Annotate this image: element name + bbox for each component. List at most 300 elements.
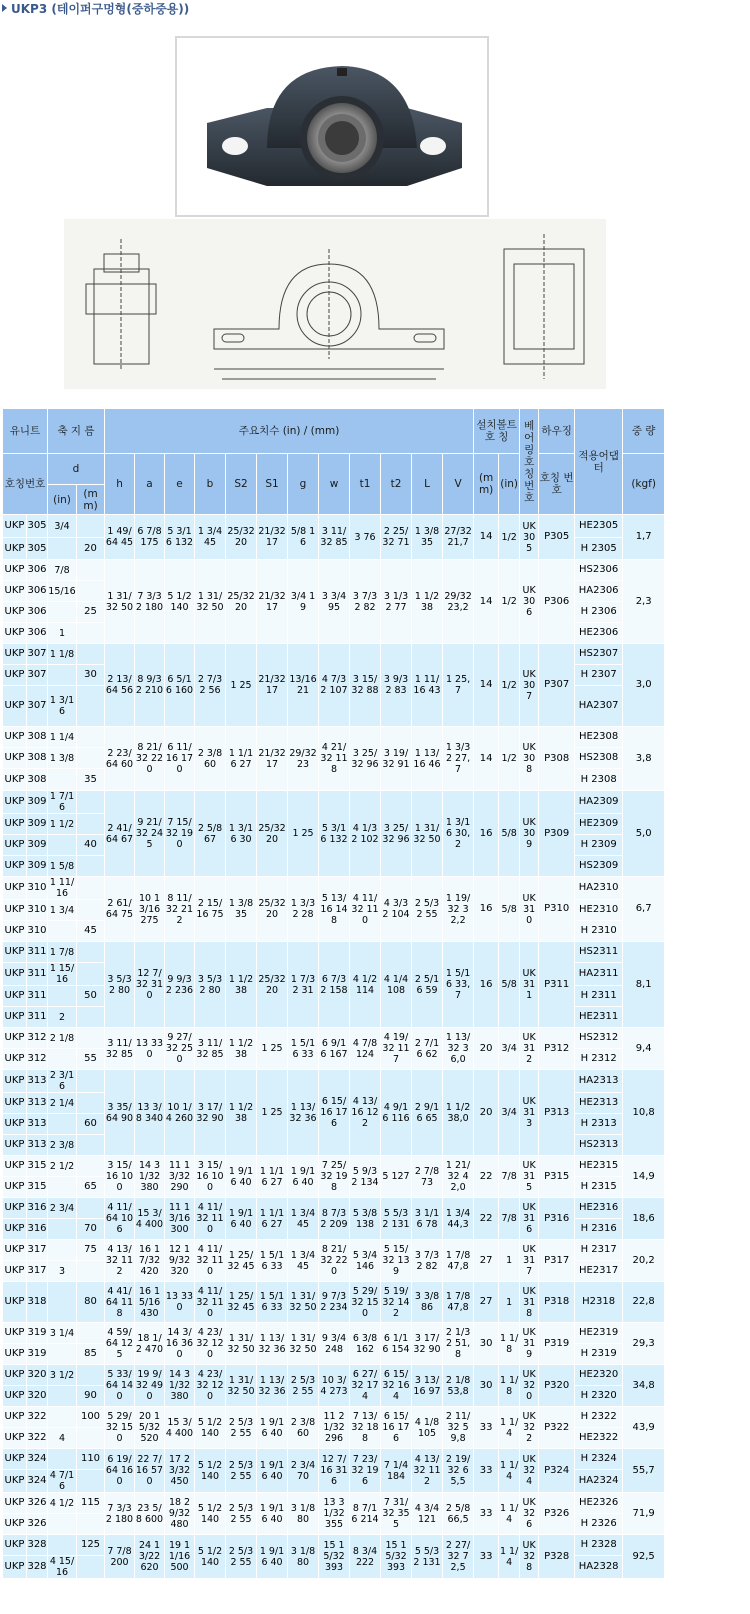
dim-e-cell: 18 29/32 480: [165, 1493, 195, 1535]
shaft-in-cell: [48, 835, 77, 856]
dim-s1-cell: 21/32 17: [257, 515, 288, 560]
dim-s2-cell: 1 9/16 40: [226, 1156, 257, 1198]
shaft-mm-cell: [77, 686, 105, 727]
dim-s2-cell: 1 31/32 50: [226, 1365, 257, 1407]
unit-code-cell: 307: [27, 686, 48, 727]
technical-drawing-illustration: [64, 219, 606, 389]
adapter-cell: HE2316: [575, 1198, 623, 1219]
spec-group: [3, 942, 665, 1028]
spec-group: [3, 560, 665, 644]
shaft-in-cell: 4 7/16: [48, 1470, 77, 1493]
col-header-bearing: 베어링 호칭 번호: [520, 409, 539, 515]
dim-w-cell: 8 21/32 220: [319, 1240, 350, 1282]
dim-l-cell: 3 1/16 78: [412, 1198, 443, 1240]
dim-s1-cell: 1 13/32 36: [257, 1323, 288, 1365]
dim-t2-cell: 3 25/32 96: [381, 791, 412, 877]
adapter-cell: HE2317: [575, 1261, 623, 1282]
dim-s2-cell: 1 25/32 45: [226, 1282, 257, 1323]
shaft-mm-cell: 30: [77, 665, 105, 686]
table-row: [3, 1323, 665, 1344]
unit-prefix-cell: UKP: [3, 1156, 27, 1177]
dim-t2-cell: 5 5/32 131: [381, 1198, 412, 1240]
dim-a-cell: 18 1/2 470: [135, 1323, 165, 1365]
col-header-shaft: 축 지 름: [48, 409, 105, 454]
table-row: [3, 1240, 665, 1261]
adapter-cell: HE2311: [575, 1007, 623, 1028]
unit-code-cell: 309: [27, 814, 48, 835]
bolt-in-cell: 1: [499, 1240, 520, 1282]
col-header-housing: 하우징: [539, 409, 575, 454]
adapter-cell: HA2324: [575, 1470, 623, 1493]
adapter-cell: HE2306: [575, 623, 623, 644]
dim-h-cell: 5 29/32 150: [105, 1407, 135, 1449]
dim-s1-cell: 21/32 17: [257, 560, 288, 644]
col-header-adapter: 적용어댑터: [575, 409, 623, 515]
shaft-mm-cell: [77, 856, 105, 877]
spec-group: [3, 1407, 665, 1449]
unit-prefix-cell: UKP: [3, 1070, 27, 1093]
unit-prefix-cell: UKP: [3, 1493, 27, 1514]
bolt-mm-cell: 27: [474, 1240, 499, 1282]
housing-no-cell: P313: [539, 1070, 575, 1156]
dim-s1-cell: 1 5/16 33: [257, 1282, 288, 1323]
unit-code-cell: 307: [27, 644, 48, 665]
weight-cell: 29,3: [623, 1323, 665, 1365]
dim-a-cell: 14 31/32 380: [135, 1156, 165, 1198]
shaft-mm-cell: [77, 1470, 105, 1493]
unit-code-cell: 316: [27, 1219, 48, 1240]
spec-group: [3, 1156, 665, 1198]
adapter-cell: HE2315: [575, 1156, 623, 1177]
shaft-mm-cell: [77, 1007, 105, 1028]
bolt-mm-cell: 14: [474, 515, 499, 560]
adapter-cell: HS2307: [575, 644, 623, 665]
shaft-in-cell: [48, 1344, 77, 1365]
bearing-no-cell: UK 317: [520, 1240, 539, 1282]
shaft-in-cell: [48, 665, 77, 686]
unit-prefix-cell: UKP: [3, 515, 27, 538]
dim-t2-cell: 7 1/4 184: [381, 1449, 412, 1493]
col-header-w: w: [319, 454, 350, 515]
shaft-in-cell: 3: [48, 1261, 77, 1282]
dim-g-cell: 29/32 23: [288, 727, 319, 791]
dim-a-cell: 23 5/8 600: [135, 1493, 165, 1535]
adapter-cell: H 2312: [575, 1049, 623, 1070]
unit-code-cell: 322: [27, 1428, 48, 1449]
bolt-in-cell: 1/2: [499, 560, 520, 644]
bolt-in-cell: 7/8: [499, 1198, 520, 1240]
bearing-no-cell: UK 307: [520, 644, 539, 727]
dim-t2-cell: 3 1/32 77: [381, 560, 412, 644]
dim-s1-cell: 25/32 20: [257, 791, 288, 877]
unit-prefix-cell: UKP: [3, 835, 27, 856]
pillow-block-illustration: [177, 38, 487, 215]
dim-g-cell: 1 3/4 45: [288, 1198, 319, 1240]
bolt-in-cell: 5/8: [499, 942, 520, 1028]
shaft-in-cell: 4: [48, 1428, 77, 1449]
dim-g-cell: 13/16 21: [288, 644, 319, 727]
shaft-in-cell: 2: [48, 1007, 77, 1028]
dim-l-cell: 3 17/32 90: [412, 1323, 443, 1365]
shaft-in-cell: 2 3/4: [48, 1198, 77, 1219]
unit-prefix-cell: UKP: [3, 1282, 27, 1323]
unit-prefix-cell: UKP: [3, 602, 27, 623]
adapter-cell: HE2305: [575, 515, 623, 538]
table-row: [3, 1198, 665, 1219]
dim-t2-cell: 3 9/32 83: [381, 644, 412, 727]
bearing-no-cell: UK 315: [520, 1156, 539, 1198]
dim-a-cell: 16 17/32 420: [135, 1240, 165, 1282]
shaft-in-cell: 1 5/8: [48, 856, 77, 877]
dim-b-cell: 5 1/2 140: [195, 1407, 226, 1449]
adapter-cell: H 2317: [575, 1240, 623, 1261]
dim-s1-cell: 25/32 20: [257, 877, 288, 942]
col-header-g: g: [288, 454, 319, 515]
spec-group: [3, 727, 665, 791]
table-row: [3, 1156, 665, 1177]
unit-code-cell: 311: [27, 942, 48, 963]
unit-prefix-cell: UKP: [3, 856, 27, 877]
shaft-in-cell: [48, 1049, 77, 1070]
dim-e-cell: 5 1/2 140: [165, 560, 195, 644]
dim-w-cell: 12 7/16 316: [319, 1449, 350, 1493]
dim-t1-cell: 5 29/32 150: [350, 1282, 381, 1323]
adapter-cell: HA2310: [575, 877, 623, 900]
table-row: [3, 727, 665, 748]
bolt-mm-cell: 20: [474, 1028, 499, 1070]
shaft-in-cell: [48, 1386, 77, 1407]
unit-code-cell: 305: [27, 515, 48, 538]
dim-w-cell: 8 7/32 209: [319, 1198, 350, 1240]
shaft-mm-cell: 70: [77, 1219, 105, 1240]
dim-b-cell: 4 23/32 120: [195, 1365, 226, 1407]
unit-code-cell: 310: [27, 921, 48, 942]
shaft-mm-cell: [77, 1156, 105, 1177]
bearing-no-cell: UK 326: [520, 1493, 539, 1535]
unit-code-cell: 328: [27, 1535, 48, 1556]
unit-code-cell: 312: [27, 1028, 48, 1049]
dim-w-cell: 5 13/16 148: [319, 877, 350, 942]
unit-code-cell: 308: [27, 748, 48, 769]
dim-l-cell: 2 7/16 62: [412, 1028, 443, 1070]
unit-prefix-cell: UKP: [3, 963, 27, 986]
shaft-mm-cell: [77, 748, 105, 769]
dim-l-cell: 3 13/16 97: [412, 1365, 443, 1407]
adapter-cell: HE2322: [575, 1428, 623, 1449]
dim-b-cell: 2 3/8 60: [195, 727, 226, 791]
dim-v-cell: 1 25,7: [443, 644, 474, 727]
adapter-cell: H 2324: [575, 1449, 623, 1470]
dim-h-cell: 4 11/64 106: [105, 1198, 135, 1240]
dim-t2-cell: 4 1/4 108: [381, 942, 412, 1028]
unit-prefix-cell: UKP: [3, 686, 27, 727]
bolt-mm-cell: 33: [474, 1407, 499, 1449]
shaft-in-cell: 1 11/16: [48, 877, 77, 900]
dim-t2-cell: 15 15/32 393: [381, 1535, 412, 1579]
dim-g-cell: 1 9/16 40: [288, 1156, 319, 1198]
shaft-in-cell: [48, 602, 77, 623]
shaft-in-cell: [48, 1449, 77, 1470]
shaft-mm-cell: [77, 1514, 105, 1535]
bearing-no-cell: UK 328: [520, 1535, 539, 1579]
adapter-cell: HE2320: [575, 1365, 623, 1386]
dim-s2-cell: 1 3/16 30: [226, 791, 257, 877]
unit-prefix-cell: UKP: [3, 1514, 27, 1535]
dim-b-cell: 4 23/32 120: [195, 1323, 226, 1365]
dim-s2-cell: 2 5/32 55: [226, 1449, 257, 1493]
dim-s1-cell: 1 1/16 27: [257, 1156, 288, 1198]
housing-no-cell: P316: [539, 1198, 575, 1240]
dim-t1-cell: 3 25/32 96: [350, 727, 381, 791]
dim-l-cell: 3 7/32 82: [412, 1240, 443, 1282]
bolt-in-cell: 1 1/4: [499, 1535, 520, 1579]
shaft-in-cell: 4 1/2: [48, 1493, 77, 1514]
col-header-kgf: (kgf): [623, 454, 665, 515]
weight-cell: 18,6: [623, 1198, 665, 1240]
shaft-mm-cell: 90: [77, 1386, 105, 1407]
bolt-in-cell: 5/8: [499, 877, 520, 942]
dim-b-cell: 2 7/32 56: [195, 644, 226, 727]
dim-t2-cell: 7 31/32 355: [381, 1493, 412, 1535]
dim-s2-cell: 25/32 20: [226, 560, 257, 644]
shaft-in-cell: [48, 538, 77, 560]
adapter-cell: H 2305: [575, 538, 623, 560]
shaft-mm-cell: [77, 1261, 105, 1282]
dim-g-cell: 3 1/8 80: [288, 1493, 319, 1535]
shaft-mm-cell: 115: [77, 1493, 105, 1514]
col-header-unit-no: 호칭번호: [3, 454, 48, 515]
dim-w-cell: 4 7/32 107: [319, 644, 350, 727]
unit-code-cell: 317: [27, 1240, 48, 1261]
dim-l-cell: 4 1/8 105: [412, 1407, 443, 1449]
table-row: [3, 1070, 665, 1093]
unit-code-cell: 315: [27, 1177, 48, 1198]
unit-prefix-cell: UKP: [3, 1114, 27, 1135]
table-row: [3, 877, 665, 900]
bolt-mm-cell: 16: [474, 791, 499, 877]
dim-b-cell: 2 5/8 67: [195, 791, 226, 877]
adapter-cell: HS2306: [575, 560, 623, 581]
col-header-weight: 중 량: [623, 409, 665, 454]
housing-no-cell: P320: [539, 1365, 575, 1407]
shaft-in-cell: 7/8: [48, 560, 77, 581]
unit-prefix-cell: UKP: [3, 942, 27, 963]
bolt-in-cell: 3/4: [499, 1070, 520, 1156]
weight-cell: 2,3: [623, 560, 665, 644]
dim-v-cell: 1 7/8 47,8: [443, 1282, 474, 1323]
dim-w-cell: 9 7/32 234: [319, 1282, 350, 1323]
bolt-in-cell: 5/8: [499, 791, 520, 877]
shaft-in-cell: 1: [48, 623, 77, 644]
dim-h-cell: 3 5/32 80: [105, 942, 135, 1028]
shaft-in-cell: 1 15/16: [48, 963, 77, 986]
dim-g-cell: 3 1/8 80: [288, 1535, 319, 1579]
dim-w-cell: 10 3/4 273: [319, 1365, 350, 1407]
bolt-in-cell: 1/2: [499, 727, 520, 791]
dim-s1-cell: 1 25: [257, 1028, 288, 1070]
shaft-in-cell: 4 15/16: [48, 1556, 77, 1579]
dim-l-cell: 2 7/8 73: [412, 1156, 443, 1198]
shaft-mm-cell: 125: [77, 1535, 105, 1556]
unit-code-cell: 309: [27, 791, 48, 814]
dim-s1-cell: 21/32 17: [257, 727, 288, 791]
adapter-cell: H 2309: [575, 835, 623, 856]
shaft-in-cell: 3 1/4: [48, 1323, 77, 1344]
bearing-no-cell: UK 322: [520, 1407, 539, 1449]
shaft-in-cell: [48, 986, 77, 1007]
adapter-cell: HA2313: [575, 1070, 623, 1093]
adapter-cell: HA2306: [575, 581, 623, 602]
dim-s1-cell: 1 5/16 33: [257, 1240, 288, 1282]
housing-no-cell: P326: [539, 1493, 575, 1535]
dim-b-cell: 4 11/32 110: [195, 1282, 226, 1323]
shaft-in-cell: [48, 1282, 77, 1323]
bolt-in-cell: 1: [499, 1282, 520, 1323]
unit-prefix-cell: UKP: [3, 814, 27, 835]
col-header-in: (in): [48, 485, 77, 515]
dim-s2-cell: 1 31/32 50: [226, 1323, 257, 1365]
dim-v-cell: 2 1/8 53,8: [443, 1365, 474, 1407]
unit-prefix-cell: UKP: [3, 1028, 27, 1049]
unit-code-cell: 313: [27, 1070, 48, 1093]
shaft-mm-cell: [77, 1365, 105, 1386]
dim-a-cell: 24 13/22 620: [135, 1535, 165, 1579]
dim-s1-cell: 21/32 17: [257, 644, 288, 727]
housing-no-cell: P312: [539, 1028, 575, 1070]
shaft-in-cell: 2 1/4: [48, 1093, 77, 1114]
adapter-cell: HE2310: [575, 900, 623, 921]
dim-g-cell: 3/4 19: [288, 560, 319, 644]
unit-prefix-cell: UKP: [3, 900, 27, 921]
dim-l-cell: 1 11/16 43: [412, 644, 443, 727]
bolt-mm-cell: 22: [474, 1156, 499, 1198]
dim-t1-cell: 4 1/2 114: [350, 942, 381, 1028]
dim-w-cell: 6 7/32 158: [319, 942, 350, 1028]
dim-a-cell: 9 21/32 245: [135, 791, 165, 877]
dim-t1-cell: 4 7/8 124: [350, 1028, 381, 1070]
dim-e-cell: 14 31/32 380: [165, 1365, 195, 1407]
adapter-cell: HS2308: [575, 748, 623, 769]
shaft-mm-cell: [77, 1198, 105, 1219]
dim-t2-cell: 5 19/32 142: [381, 1282, 412, 1323]
dim-t2-cell: 3 19/32 91: [381, 727, 412, 791]
dim-v-cell: 27/32 21,7: [443, 515, 474, 560]
housing-no-cell: P322: [539, 1407, 575, 1449]
adapter-cell: H 2311: [575, 986, 623, 1007]
unit-prefix-cell: UKP: [3, 560, 27, 581]
bolt-in-cell: 7/8: [499, 1156, 520, 1198]
adapter-cell: H 2316: [575, 1219, 623, 1240]
unit-code-cell: 311: [27, 1007, 48, 1028]
dim-e-cell: 8 11/32 212: [165, 877, 195, 942]
bolt-mm-cell: 27: [474, 1282, 499, 1323]
shaft-mm-cell: [77, 877, 105, 900]
dim-a-cell: 10 13/16 275: [135, 877, 165, 942]
dim-s1-cell: 1 9/16 40: [257, 1449, 288, 1493]
table-row: [3, 1282, 665, 1323]
weight-cell: 71,9: [623, 1493, 665, 1535]
unit-prefix-cell: UKP: [3, 1428, 27, 1449]
shaft-mm-cell: [77, 1093, 105, 1114]
unit-prefix-cell: UKP: [3, 1344, 27, 1365]
dim-b-cell: 3 5/32 80: [195, 942, 226, 1028]
unit-code-cell: 315: [27, 1156, 48, 1177]
shaft-in-cell: [48, 1219, 77, 1240]
unit-prefix-cell: UKP: [3, 623, 27, 644]
shaft-in-cell: 2 3/8: [48, 1135, 77, 1156]
adapter-cell: H 2320: [575, 1386, 623, 1407]
dim-s2-cell: 1 3/8 35: [226, 877, 257, 942]
unit-code-cell: 319: [27, 1323, 48, 1344]
adapter-cell: H 2326: [575, 1514, 623, 1535]
table-row: [3, 1535, 665, 1556]
unit-prefix-cell: UKP: [3, 748, 27, 769]
page-title: UKP3 (테이퍼구멍형(중하중용)): [2, 2, 189, 16]
shaft-mm-cell: 80: [77, 1282, 105, 1323]
housing-no-cell: P318: [539, 1282, 575, 1323]
spec-group: [3, 1240, 665, 1282]
unit-code-cell: 326: [27, 1493, 48, 1514]
shaft-mm-cell: 110: [77, 1449, 105, 1470]
dim-l-cell: 1 1/2 38: [412, 560, 443, 644]
unit-code-cell: 306: [27, 560, 48, 581]
bearing-no-cell: UK 305: [520, 515, 539, 560]
shaft-in-cell: 1 1/2: [48, 814, 77, 835]
table-row: [3, 791, 665, 814]
dim-v-cell: 1 3/16 30,2: [443, 791, 474, 877]
shaft-in-cell: 1 3/4: [48, 900, 77, 921]
dim-b-cell: 2 15/16 75: [195, 877, 226, 942]
dim-g-cell: 1 7/32 31: [288, 942, 319, 1028]
bolt-mm-cell: 33: [474, 1449, 499, 1493]
dim-w-cell: 5 3/16 132: [319, 791, 350, 877]
unit-prefix-cell: UKP: [3, 1177, 27, 1198]
shaft-mm-cell: [77, 963, 105, 986]
dim-l-cell: 1 3/8 35: [412, 515, 443, 560]
dim-h-cell: 7 3/32 180: [105, 1493, 135, 1535]
spec-group: [3, 1535, 665, 1579]
shaft-mm-cell: [77, 942, 105, 963]
table-row: [3, 1365, 665, 1386]
weight-cell: 55,7: [623, 1449, 665, 1493]
unit-code-cell: 308: [27, 727, 48, 748]
dim-h-cell: 2 23/64 60: [105, 727, 135, 791]
adapter-cell: H 2307: [575, 665, 623, 686]
dim-l-cell: 2 9/16 65: [412, 1070, 443, 1156]
bearing-no-cell: UK 312: [520, 1028, 539, 1070]
unit-code-cell: 306: [27, 602, 48, 623]
dim-v-cell: 2 11/32 59,8: [443, 1407, 474, 1449]
bolt-in-cell: 1 1/8: [499, 1323, 520, 1365]
adapter-cell: H 2306: [575, 602, 623, 623]
bolt-mm-cell: 16: [474, 942, 499, 1028]
dim-s2-cell: 1 9/16 40: [226, 1198, 257, 1240]
dim-l-cell: 1 13/16 46: [412, 727, 443, 791]
shaft-mm-cell: [77, 814, 105, 835]
shaft-in-cell: [48, 921, 77, 942]
shaft-in-cell: [48, 1240, 77, 1261]
shaft-mm-cell: [77, 1028, 105, 1049]
unit-code-cell: 312: [27, 1049, 48, 1070]
shaft-mm-cell: 45: [77, 921, 105, 942]
dim-e-cell: 7 15/32 190: [165, 791, 195, 877]
unit-code-cell: 320: [27, 1365, 48, 1386]
spec-group: [3, 515, 665, 560]
dim-s2-cell: 1 1/2 38: [226, 1070, 257, 1156]
dim-g-cell: 5/8 16: [288, 515, 319, 560]
dim-l-cell: 1 31/32 50: [412, 791, 443, 877]
shaft-mm-cell: [77, 1556, 105, 1579]
